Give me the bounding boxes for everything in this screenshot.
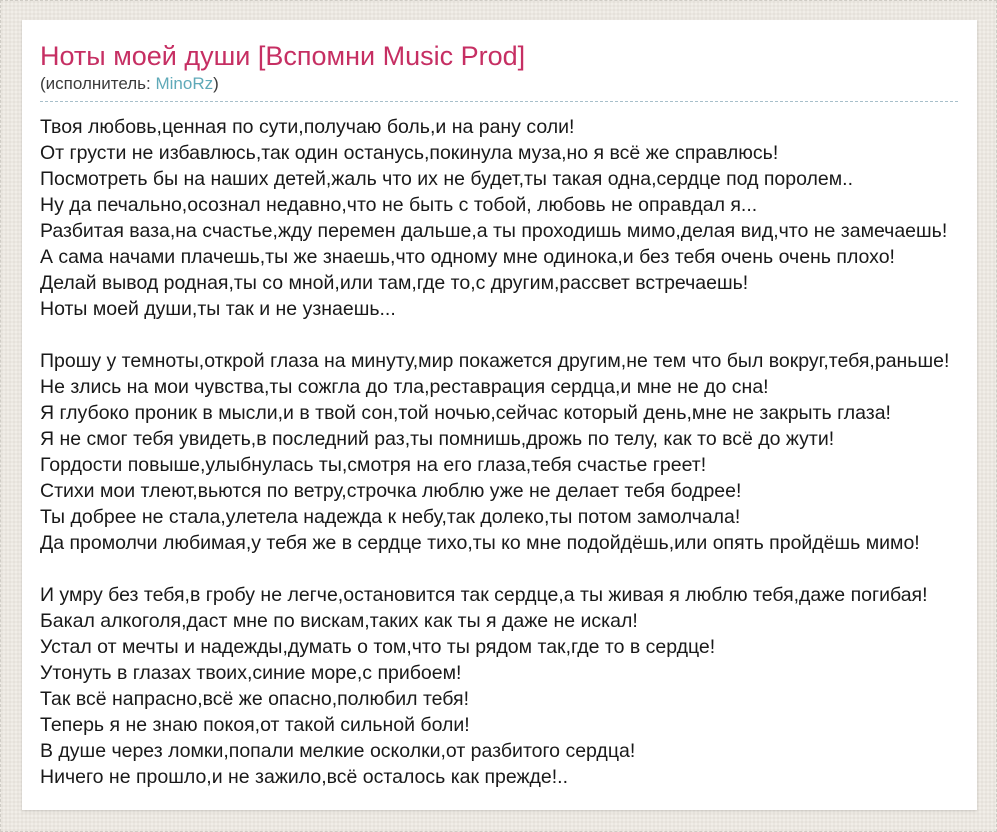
lyric-line: [40, 114, 958, 140]
lyric-line-text: Так всё напрасно,всё же опасно,полюбил тебя!: [40, 688, 470, 710]
lyric-line-text: Прошу у темноты,открой глаза на минуту,мир покажется другим,не тем что был вокруг,тебя,раньше!: [40, 350, 950, 372]
lyric-line-text: Ты добрее не стала,улетела надежда к небу,так долеко,ты потом замолчала!: [40, 506, 741, 528]
stanza: [40, 348, 958, 556]
lyric-line-text: Устал от мечты и надежды,думать о том,что ты рядом так,где то в сердце!: [40, 636, 716, 658]
lyrics: [40, 114, 958, 790]
lyric-line: [40, 608, 958, 634]
lyric-line: [40, 166, 958, 192]
lyric-line-text: В душе через ломки,попали мелкие осколки,от разбитого сердца!: [40, 740, 636, 762]
lyric-line: [40, 296, 958, 322]
song-title: Ноты моей души [Вспомни Music Prod]: [40, 41, 526, 71]
lyric-line-text: И умру без тебя,в гробу не легче,остановится так сердце,а ты живая я люблю тебя,даже погибая!: [40, 584, 928, 606]
artist-link[interactable]: MinoRz: [155, 74, 214, 93]
lyric-line: [40, 374, 958, 400]
lyric-line-text: Ноты моей души,ты так и не узнаешь...: [40, 298, 396, 320]
lyric-line: [40, 712, 958, 738]
lyric-line-text: Утонуть в глазах твоих,синие море,с прибоем!: [40, 662, 462, 684]
lyric-line-text: Твоя любовь,ценная по сути,получаю боль,и на рану соли!: [40, 116, 575, 138]
lyric-line: [40, 270, 958, 296]
lyric-line: [40, 140, 958, 166]
lyric-line: [40, 452, 958, 478]
lyric-line-text: Не злись на мои чувства,ты сожгла до тла,реставрация сердца,и мне не до сна!: [40, 376, 769, 398]
lyric-line-text: От грусти не избавлюсь,так один останусь,покинула муза,но я всё же справлюсь!: [40, 142, 779, 164]
lyric-line: [40, 738, 958, 764]
lyric-line: [40, 764, 958, 790]
lyric-line-text: Я глубоко проник в мысли,и в твой сон,той ночью,сейчас который день,мне не закрыть глаза!: [40, 402, 891, 424]
artist-line: [40, 73, 958, 94]
lyric-line: [40, 348, 958, 374]
lyric-line-text: Я не смог тебя увидеть,в последний раз,ты помнишь,дрожь по телу, как то всё до жути!: [40, 428, 835, 450]
lyric-line: [40, 582, 958, 608]
lyric-line-text: Бакал алкоголя,даст мне по вискам,таких как ты я даже не искал!: [40, 610, 638, 632]
lyric-line-text: Да промолчи любимая,у тебя же в сердце тихо,ты ко мне подойдёшь,или опять пройдёшь мимо!: [40, 532, 920, 554]
lyric-line: [40, 478, 958, 504]
dashed-separator: [40, 101, 958, 102]
lyric-line: [40, 426, 958, 452]
lyric-line: [40, 686, 958, 712]
lyric-line: [40, 530, 958, 556]
artist-label-prefix: (исполнитель:: [40, 74, 156, 93]
lyric-line: [40, 504, 958, 530]
lyric-line: [40, 192, 958, 218]
lyric-line-text: Посмотреть бы на наших детей,жаль что их не будет,ты такая одна,сердце под поролем..: [40, 168, 854, 190]
lyric-line: [40, 634, 958, 660]
lyric-line: [40, 244, 958, 270]
lyric-line: [40, 218, 958, 244]
lyric-line: [40, 660, 958, 686]
lyric-line-text: Гордости повыше,улыбнулась ты,смотря на его глаза,тебя счастье греет!: [40, 454, 707, 476]
lyric-line-text: Стихи мои тлеют,вьются по ветру,строчка люблю уже не делает тебя бодрее!: [40, 480, 742, 502]
lyric-line-text: Ну да печально,осознал недавно,что не быть с тобой, любовь не оправдал я...: [40, 194, 758, 216]
artist-label-suffix: ): [213, 74, 219, 93]
lyric-line-text: Ничего не прошло,и не зажило,всё осталось как прежде!..: [40, 766, 569, 788]
lyric-line-text: А сама начами плачешь,ты же знаешь,что одному мне одинока,и без тебя очень очень плохо!: [40, 246, 895, 268]
stanza: [40, 114, 958, 322]
lyric-line-text: Делай вывод родная,ты со мной,или там,где то,с другим,рассвет встречаешь!: [40, 272, 749, 294]
lyric-line-text: Разбитая ваза,на счастье,жду перемен дальше,а ты проходишь мимо,делая вид,что не замечаешь!: [40, 220, 948, 242]
lyrics-card: [22, 20, 977, 810]
stanza: [40, 582, 958, 790]
lyric-line-text: Теперь я не знаю покоя,от такой сильной боли!: [40, 714, 470, 736]
lyric-line: [40, 400, 958, 426]
